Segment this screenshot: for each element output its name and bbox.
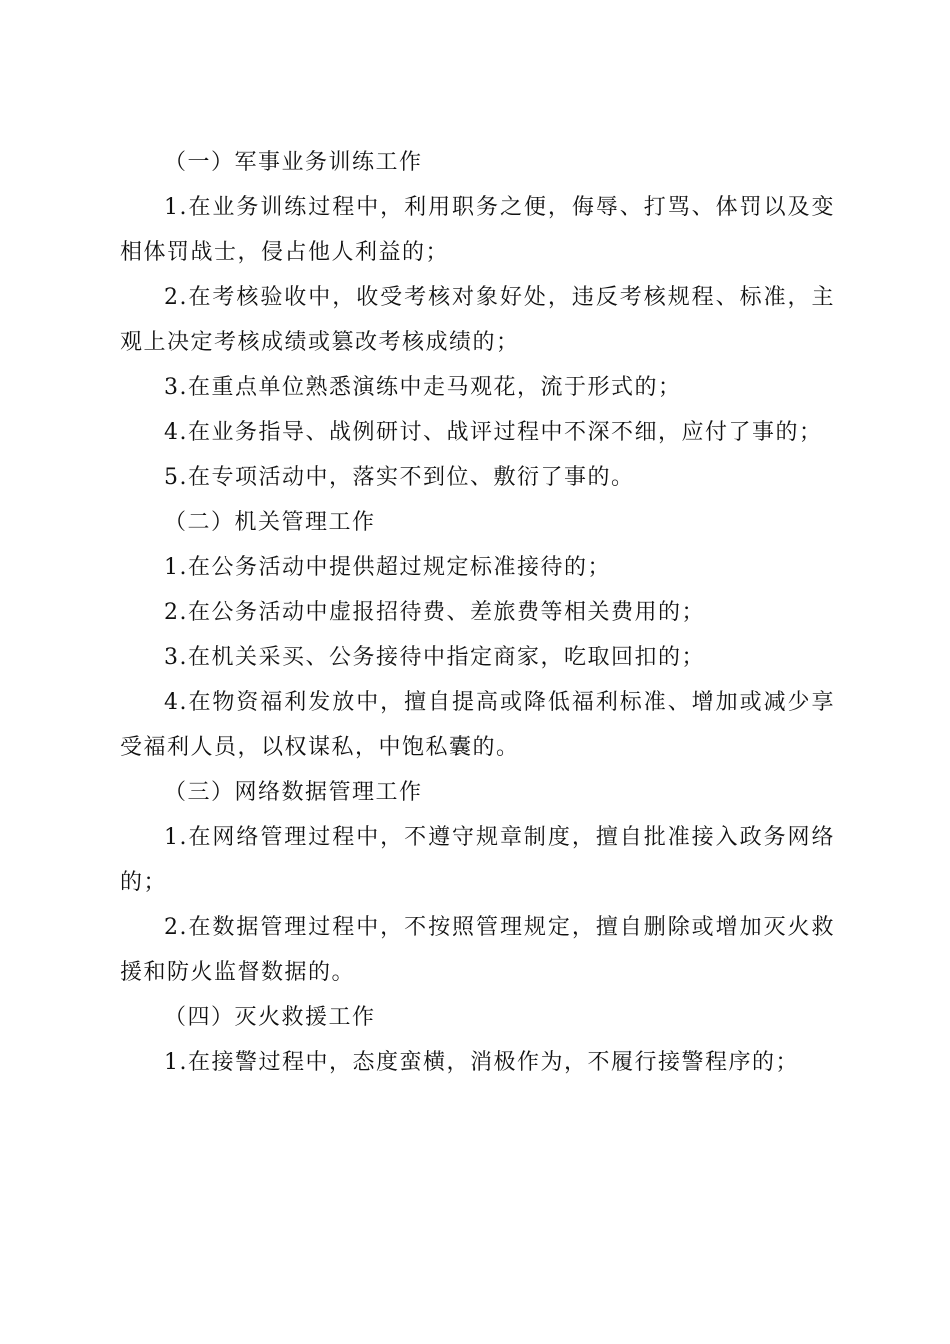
list-item: 4.在业务指导、战例研讨、战评过程中不深不细，应付了事的； xyxy=(164,420,823,445)
section-2 xyxy=(120,500,835,770)
list-item: 1.在业务训练过程中，利用职务之便，侮辱、打骂、体罚以及变相体罚战士，侵占他人利益的； xyxy=(120,195,835,265)
section-1 xyxy=(120,140,835,500)
section-heading: （三）网络数据管理工作 xyxy=(164,780,423,805)
section-heading: （四）灭火救援工作 xyxy=(164,1005,376,1030)
list-item: 4.在物资福利发放中，擅自提高或降低福利标准、增加或减少享受福利人员，以权谋私，中饱私囊的。 xyxy=(120,690,835,760)
list-item: 5.在专项活动中，落实不到位、敷衍了事的。 xyxy=(164,465,635,490)
section-heading: （二）机关管理工作 xyxy=(164,510,376,535)
list-item: 2.在公务活动中虚报招待费、差旅费等相关费用的； xyxy=(164,600,705,625)
section-4 xyxy=(120,995,835,1085)
list-item: 1.在公务活动中提供超过规定标准接待的； xyxy=(164,555,611,580)
section-heading: （一）军事业务训练工作 xyxy=(164,150,423,175)
list-item: 3.在重点单位熟悉演练中走马观花，流于形式的； xyxy=(164,375,682,400)
list-item: 1.在接警过程中，态度蛮横，消极作为，不履行接警程序的； xyxy=(164,1050,799,1075)
section-3 xyxy=(120,770,835,995)
list-item: 2.在数据管理过程中，不按照管理规定，擅自删除或增加灭火救援和防火监督数据的。 xyxy=(120,915,835,985)
list-item: 1.在网络管理过程中，不遵守规章制度，擅自批准接入政务网络的； xyxy=(120,825,835,895)
list-item: 3.在机关采买、公务接待中指定商家，吃取回扣的； xyxy=(164,645,705,670)
document-page xyxy=(120,140,835,1085)
list-item: 2.在考核验收中，收受考核对象好处，违反考核规程、标准，主观上决定考核成绩或篡改考核成绩的； xyxy=(120,285,835,355)
